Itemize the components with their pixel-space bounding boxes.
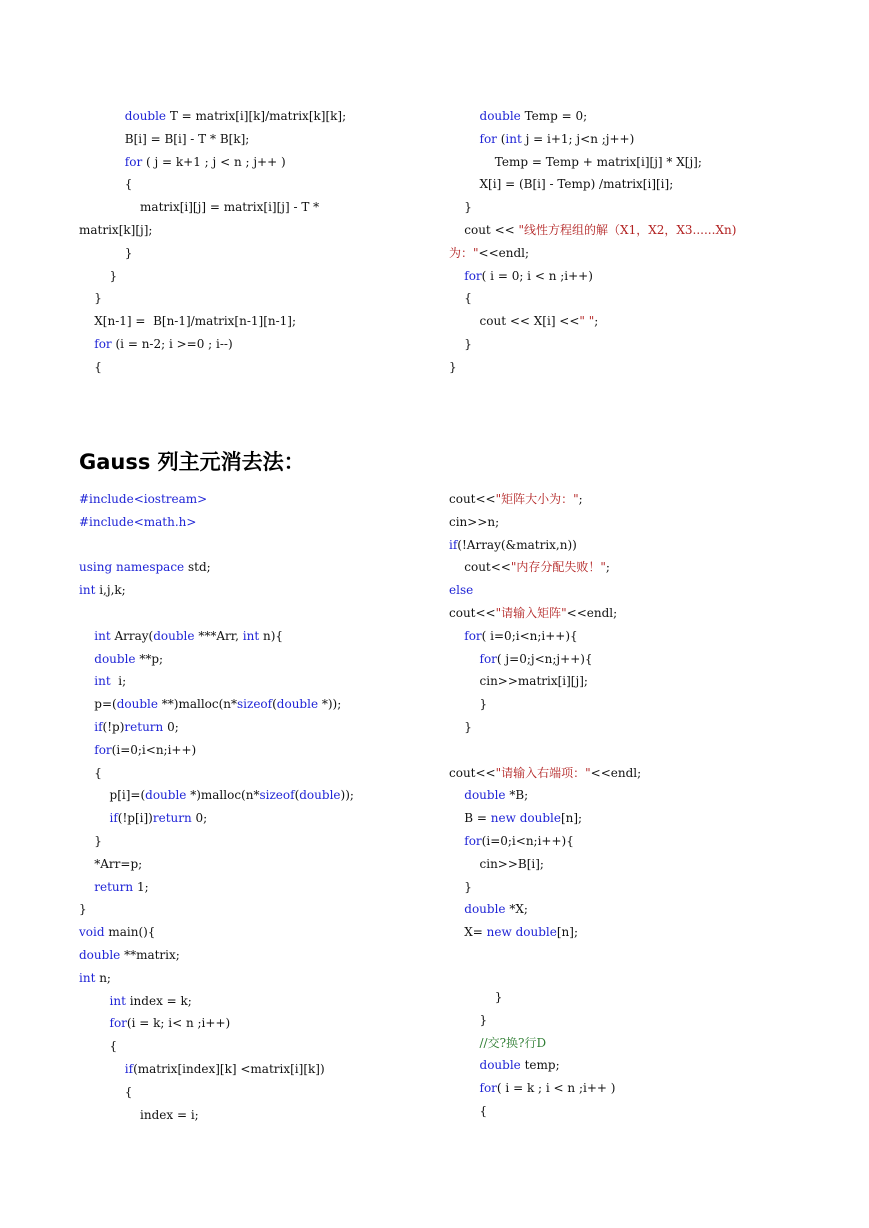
code-text [449, 109, 480, 123]
code-line [79, 990, 354, 1013]
code-line [449, 1009, 615, 1032]
code-string: "请输入右端项：" [495, 765, 591, 780]
code-line [79, 242, 346, 265]
code-keyword: for [109, 1016, 127, 1031]
code-text: (i = k; i< n ;i++) [126, 1016, 231, 1031]
code-keyword: double [464, 788, 506, 803]
code-text: ( i = k ; i < n ;i++ ) [496, 1081, 616, 1096]
code-text: B = [449, 811, 491, 826]
code-text: } [449, 697, 488, 712]
code-line [449, 173, 736, 196]
code-text [79, 629, 94, 643]
code-keyword: return [124, 719, 164, 734]
code-keyword: int [94, 628, 111, 643]
code-line [449, 648, 641, 671]
code-keyword: new [490, 811, 516, 826]
code-line [449, 151, 736, 174]
code-line [449, 921, 641, 944]
code-text: cout<< [449, 492, 496, 506]
code-text [79, 720, 94, 734]
code-text: (i=0;i<n;i++) [111, 742, 197, 757]
code-keyword: namespace [115, 560, 185, 575]
code-text: cout<< [449, 605, 496, 620]
code-text: cin>>B[i]; [449, 856, 544, 871]
code-keyword: sizeof [259, 788, 295, 803]
code-line [449, 625, 641, 648]
code-text [79, 109, 125, 123]
code-text: { [449, 291, 472, 306]
code-text: } [79, 245, 133, 260]
code-keyword: #include<math.h> [79, 514, 197, 529]
code-keyword: if [124, 1061, 134, 1076]
code-text: cout << [449, 222, 519, 237]
code-text: X= [449, 925, 487, 940]
code-text [79, 674, 94, 688]
code-text [449, 629, 464, 643]
code-text: (!p[i]) [117, 811, 153, 826]
code-text: } [79, 291, 102, 306]
code-line [449, 488, 641, 511]
code-text: )); [340, 788, 354, 803]
code-line [449, 986, 615, 1009]
code-text: *X; [505, 902, 528, 917]
code-line [79, 898, 354, 921]
code-text: **matrix; [120, 947, 180, 962]
code-text: <<endl; [478, 245, 530, 260]
code-line [79, 556, 354, 579]
code-keyword: int [109, 993, 126, 1008]
code-text: } [79, 268, 118, 283]
code-text: } [449, 359, 457, 374]
code-line [79, 310, 346, 333]
code-block-bottom-right [449, 488, 641, 944]
code-keyword: int [242, 628, 260, 643]
code-text: (matrix[index][k] <matrix[i][k]) [133, 1061, 325, 1076]
code-line [79, 1104, 354, 1127]
code-keyword: for [94, 742, 112, 757]
code-line [79, 287, 346, 310]
code-text: } [449, 990, 503, 1004]
code-text: p=( [79, 697, 117, 712]
code-text [449, 788, 464, 802]
code-text: ; [605, 560, 610, 575]
code-block-bottom-right-tail [449, 986, 615, 1123]
code-block-top-right [449, 105, 736, 379]
code-text [79, 337, 94, 351]
code-keyword: for [94, 336, 112, 351]
code-keyword: for [479, 651, 497, 666]
code-line [449, 1100, 615, 1123]
code-block-top-left [79, 105, 346, 379]
code-line [449, 310, 736, 333]
code-block-bottom-left [79, 488, 354, 1126]
code-text: { [79, 765, 102, 780]
code-keyword: double [515, 925, 557, 940]
code-keyword: return [94, 879, 134, 894]
code-line [79, 876, 354, 899]
section-heading: Gauss 列主元消去法： [79, 450, 305, 474]
code-string: "内存分配失败！" [510, 560, 606, 575]
code-line [79, 105, 346, 128]
code-text: ( [272, 697, 277, 712]
code-text: j = i+1; j<n ;j++) [521, 131, 635, 146]
code-line [449, 1077, 615, 1100]
code-keyword: else [449, 583, 474, 598]
code-keyword: double [479, 109, 521, 123]
code-text [449, 1036, 480, 1050]
code-keyword: for [464, 833, 482, 848]
code-text: cout<< [449, 765, 496, 780]
code-keyword: double [145, 788, 187, 803]
code-text: ; [594, 314, 599, 329]
code-text: { [79, 359, 102, 374]
code-line [79, 511, 354, 534]
code-text [449, 834, 464, 848]
code-keyword: double [153, 628, 195, 643]
code-text [79, 994, 110, 1008]
code-text: matrix[i][j] = matrix[i][j] - T * [79, 200, 320, 215]
code-text: i,j,k; [95, 583, 126, 598]
code-keyword: double [519, 811, 561, 826]
code-keyword: double [464, 902, 506, 917]
code-line [79, 602, 354, 625]
code-text: *)malloc(n* [186, 788, 260, 803]
code-keyword: if [94, 719, 103, 734]
code-text [79, 811, 110, 825]
code-keyword: if [449, 537, 458, 552]
code-keyword: double [299, 788, 341, 803]
code-text: X[n-1] = B[n-1]/matrix[n-1][n-1]; [79, 314, 297, 329]
code-line [79, 1012, 354, 1035]
code-text: [n]; [556, 925, 579, 940]
code-line [449, 356, 736, 379]
code-line [79, 1058, 354, 1081]
code-line [449, 602, 641, 625]
code-line [79, 151, 346, 174]
code-keyword: double [276, 697, 319, 712]
code-line [449, 898, 641, 921]
code-text: (i=0;i<n;i++){ [481, 833, 574, 848]
code-keyword: for [479, 131, 497, 146]
code-line [79, 967, 354, 990]
code-line [449, 534, 641, 557]
code-text: Temp = Temp + matrix[i][j] * X[j]; [449, 154, 702, 169]
code-line [449, 762, 641, 785]
code-keyword: if [109, 811, 118, 826]
code-text [449, 1081, 480, 1095]
code-line [449, 830, 641, 853]
code-text: cin>>n; [449, 514, 500, 529]
code-text: (!Array(&matrix,n)) [457, 537, 577, 552]
code-line [449, 265, 736, 288]
code-line [79, 921, 354, 944]
code-text: ( j=0;j<n;j++){ [496, 651, 593, 666]
code-line [449, 716, 641, 739]
code-keyword: for [124, 154, 143, 169]
code-text: index = i; [79, 1107, 199, 1122]
code-text: cout << X[i] << [449, 314, 580, 329]
code-keyword: int [79, 583, 96, 598]
code-text: cout<< [449, 560, 511, 575]
code-text [449, 902, 464, 916]
code-line [79, 488, 354, 511]
code-text: ( i = 0; i < n ;i++) [481, 268, 593, 283]
code-text: ***Arr, [194, 628, 243, 643]
code-text: { [449, 1103, 488, 1118]
code-comment: //交?换?行D [479, 1035, 547, 1050]
code-keyword: for [464, 268, 482, 283]
code-line [79, 716, 354, 739]
code-line [449, 287, 736, 310]
code-text: cin>>matrix[i][j]; [449, 674, 588, 689]
code-line [79, 807, 354, 830]
code-text: matrix[k][j]; [79, 222, 153, 237]
code-text: *Arr=p; [79, 856, 143, 871]
code-keyword: for [479, 1081, 497, 1096]
code-keyword: double [124, 109, 167, 123]
code-line [449, 876, 641, 899]
code-text: } [79, 902, 87, 917]
code-line [79, 579, 354, 602]
code-keyword: int [505, 131, 522, 146]
code-line [449, 784, 641, 807]
code-keyword: for [464, 628, 482, 643]
code-keyword: double [116, 697, 158, 712]
code-text: p[i]=( [79, 788, 146, 803]
code-text: **p; [135, 651, 164, 666]
code-line [79, 784, 354, 807]
code-line [449, 853, 641, 876]
code-line [79, 625, 354, 648]
code-line [449, 807, 641, 830]
code-text: } [449, 336, 472, 351]
code-keyword: sizeof [237, 697, 273, 712]
code-text: } [449, 719, 472, 734]
code-line [79, 265, 346, 288]
code-text: n){ [259, 628, 284, 643]
code-line [79, 739, 354, 762]
code-text [449, 132, 480, 146]
code-line [79, 944, 354, 967]
code-text: B[i] = B[i] - T * B[k]; [79, 131, 250, 146]
code-line [79, 1081, 354, 1104]
code-keyword: using [79, 560, 113, 575]
code-text: Array( [110, 628, 154, 643]
code-text: } [449, 879, 472, 894]
code-line [79, 128, 346, 151]
code-line [79, 196, 346, 219]
code-text: n; [95, 970, 111, 985]
code-keyword: double [79, 947, 121, 962]
code-text [449, 1058, 480, 1072]
code-text: [n]; [560, 811, 583, 826]
code-line [79, 648, 354, 671]
code-text: ( [496, 131, 506, 146]
code-text: (i = n-2; i >=0 ; i--) [111, 336, 233, 351]
code-line [79, 670, 354, 693]
code-text [79, 1062, 125, 1076]
code-line [79, 356, 346, 379]
code-text: *B; [505, 788, 529, 803]
code-text: 0; [163, 719, 179, 734]
code-text: Temp = 0; [520, 109, 588, 123]
code-string: "请输入矩阵" [495, 605, 567, 620]
code-text: *)); [318, 697, 342, 712]
code-line [79, 762, 354, 785]
code-string: " " [579, 314, 595, 329]
code-text: <<endl; [590, 765, 642, 780]
code-line [449, 333, 736, 356]
code-keyword: int [79, 970, 96, 985]
code-text: i; [110, 674, 127, 689]
code-line [449, 693, 641, 716]
code-text: 0; [191, 811, 208, 826]
code-keyword: int [94, 674, 111, 689]
code-string: "矩阵大小为：" [495, 492, 579, 506]
code-line [449, 128, 736, 151]
code-text: { [79, 1084, 133, 1099]
code-text: ( [294, 788, 300, 803]
code-text: ( i=0;i<n;i++){ [481, 628, 578, 643]
code-text [449, 652, 480, 666]
code-line [79, 1035, 354, 1058]
code-line [449, 1054, 615, 1077]
code-text: { [79, 1039, 118, 1054]
code-line [449, 219, 736, 242]
code-line [79, 830, 354, 853]
code-text: std; [184, 560, 211, 575]
code-string: 为：" [449, 245, 479, 260]
code-line [449, 196, 736, 219]
code-text [79, 880, 94, 894]
code-keyword: double [479, 1058, 521, 1073]
code-text: ( j = k+1 ; j < n ; j++ ) [142, 154, 286, 169]
code-keyword: double [94, 651, 136, 666]
code-text [79, 652, 94, 666]
code-text [79, 743, 94, 757]
code-text: T = matrix[i][k]/matrix[k][k]; [166, 109, 347, 123]
code-text: } [79, 833, 102, 848]
code-line [79, 219, 346, 242]
code-text: temp; [520, 1058, 560, 1073]
code-text: X[i] = (B[i] - Temp) /matrix[i][i]; [449, 177, 674, 192]
code-text: <<endl; [566, 605, 618, 620]
code-line [449, 1032, 615, 1055]
code-text: } [449, 1012, 488, 1027]
code-keyword: return [152, 811, 192, 826]
code-keyword: #include<iostream> [79, 492, 208, 506]
code-line [79, 693, 354, 716]
code-line [449, 242, 736, 265]
code-text: 1; [133, 879, 149, 894]
code-text: **)malloc(n* [157, 697, 238, 712]
code-keyword: void [79, 925, 105, 940]
code-text [449, 269, 464, 283]
code-text: ; [578, 492, 583, 506]
code-text: (!p) [102, 719, 125, 734]
code-text: { [79, 177, 133, 192]
code-text: } [449, 200, 472, 215]
code-line [449, 556, 641, 579]
code-text: main(){ [104, 925, 156, 940]
code-line [79, 853, 354, 876]
code-line [79, 173, 346, 196]
code-text [79, 155, 125, 169]
code-string: "线性方程组的解（X1，X2，X3......Xn) [518, 222, 737, 237]
code-line [79, 333, 346, 356]
code-keyword: new [486, 925, 512, 940]
code-line [79, 534, 354, 557]
code-line [449, 739, 641, 762]
code-text [79, 1016, 110, 1030]
code-line [449, 511, 641, 534]
code-line [449, 670, 641, 693]
code-line [449, 579, 641, 602]
code-line [449, 105, 736, 128]
code-text: index = k; [125, 993, 192, 1008]
